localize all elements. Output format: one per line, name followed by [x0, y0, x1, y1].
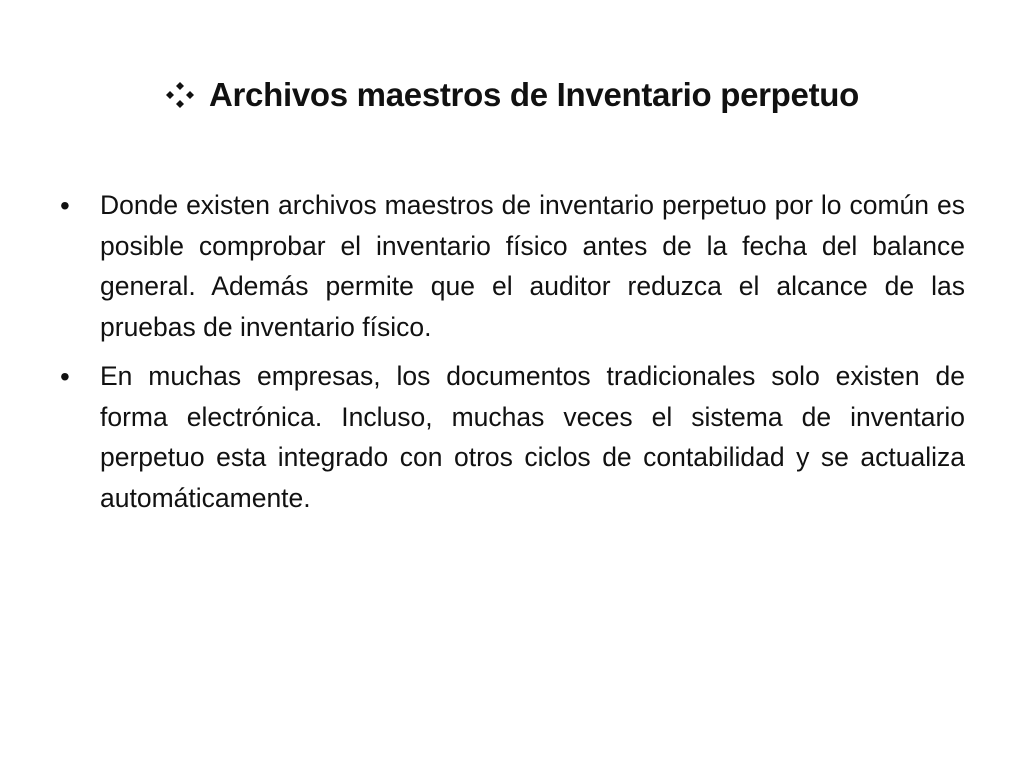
- diamond-bullet-icon: [165, 80, 195, 110]
- bullet-text: En muchas empresas, los documentos tradicionales solo existen de forma electrónica. Incluso, muchas veces el sistema de inventario perpetuo esta integrado con otros ciclos de contabilidad y se actualiza automáticamente.: [100, 361, 965, 513]
- bullet-list: [60, 185, 965, 527]
- bullet-item-2: [60, 356, 965, 518]
- slide-title: Archivos maestros de Inventario perpetuo: [208, 76, 859, 113]
- bullet-item-1: [60, 185, 965, 347]
- bullet-dot-icon: •: [60, 361, 70, 392]
- slide-title-row: [0, 76, 1024, 114]
- bullet-dot-icon: •: [60, 190, 70, 221]
- bullet-text: Donde existen archivos maestros de inventario perpetuo por lo común es posible comprobar el inventario físico antes de la fecha del balance general. Además permite que el auditor reduzca el alcance de las pruebas de inventario físico.: [100, 190, 965, 342]
